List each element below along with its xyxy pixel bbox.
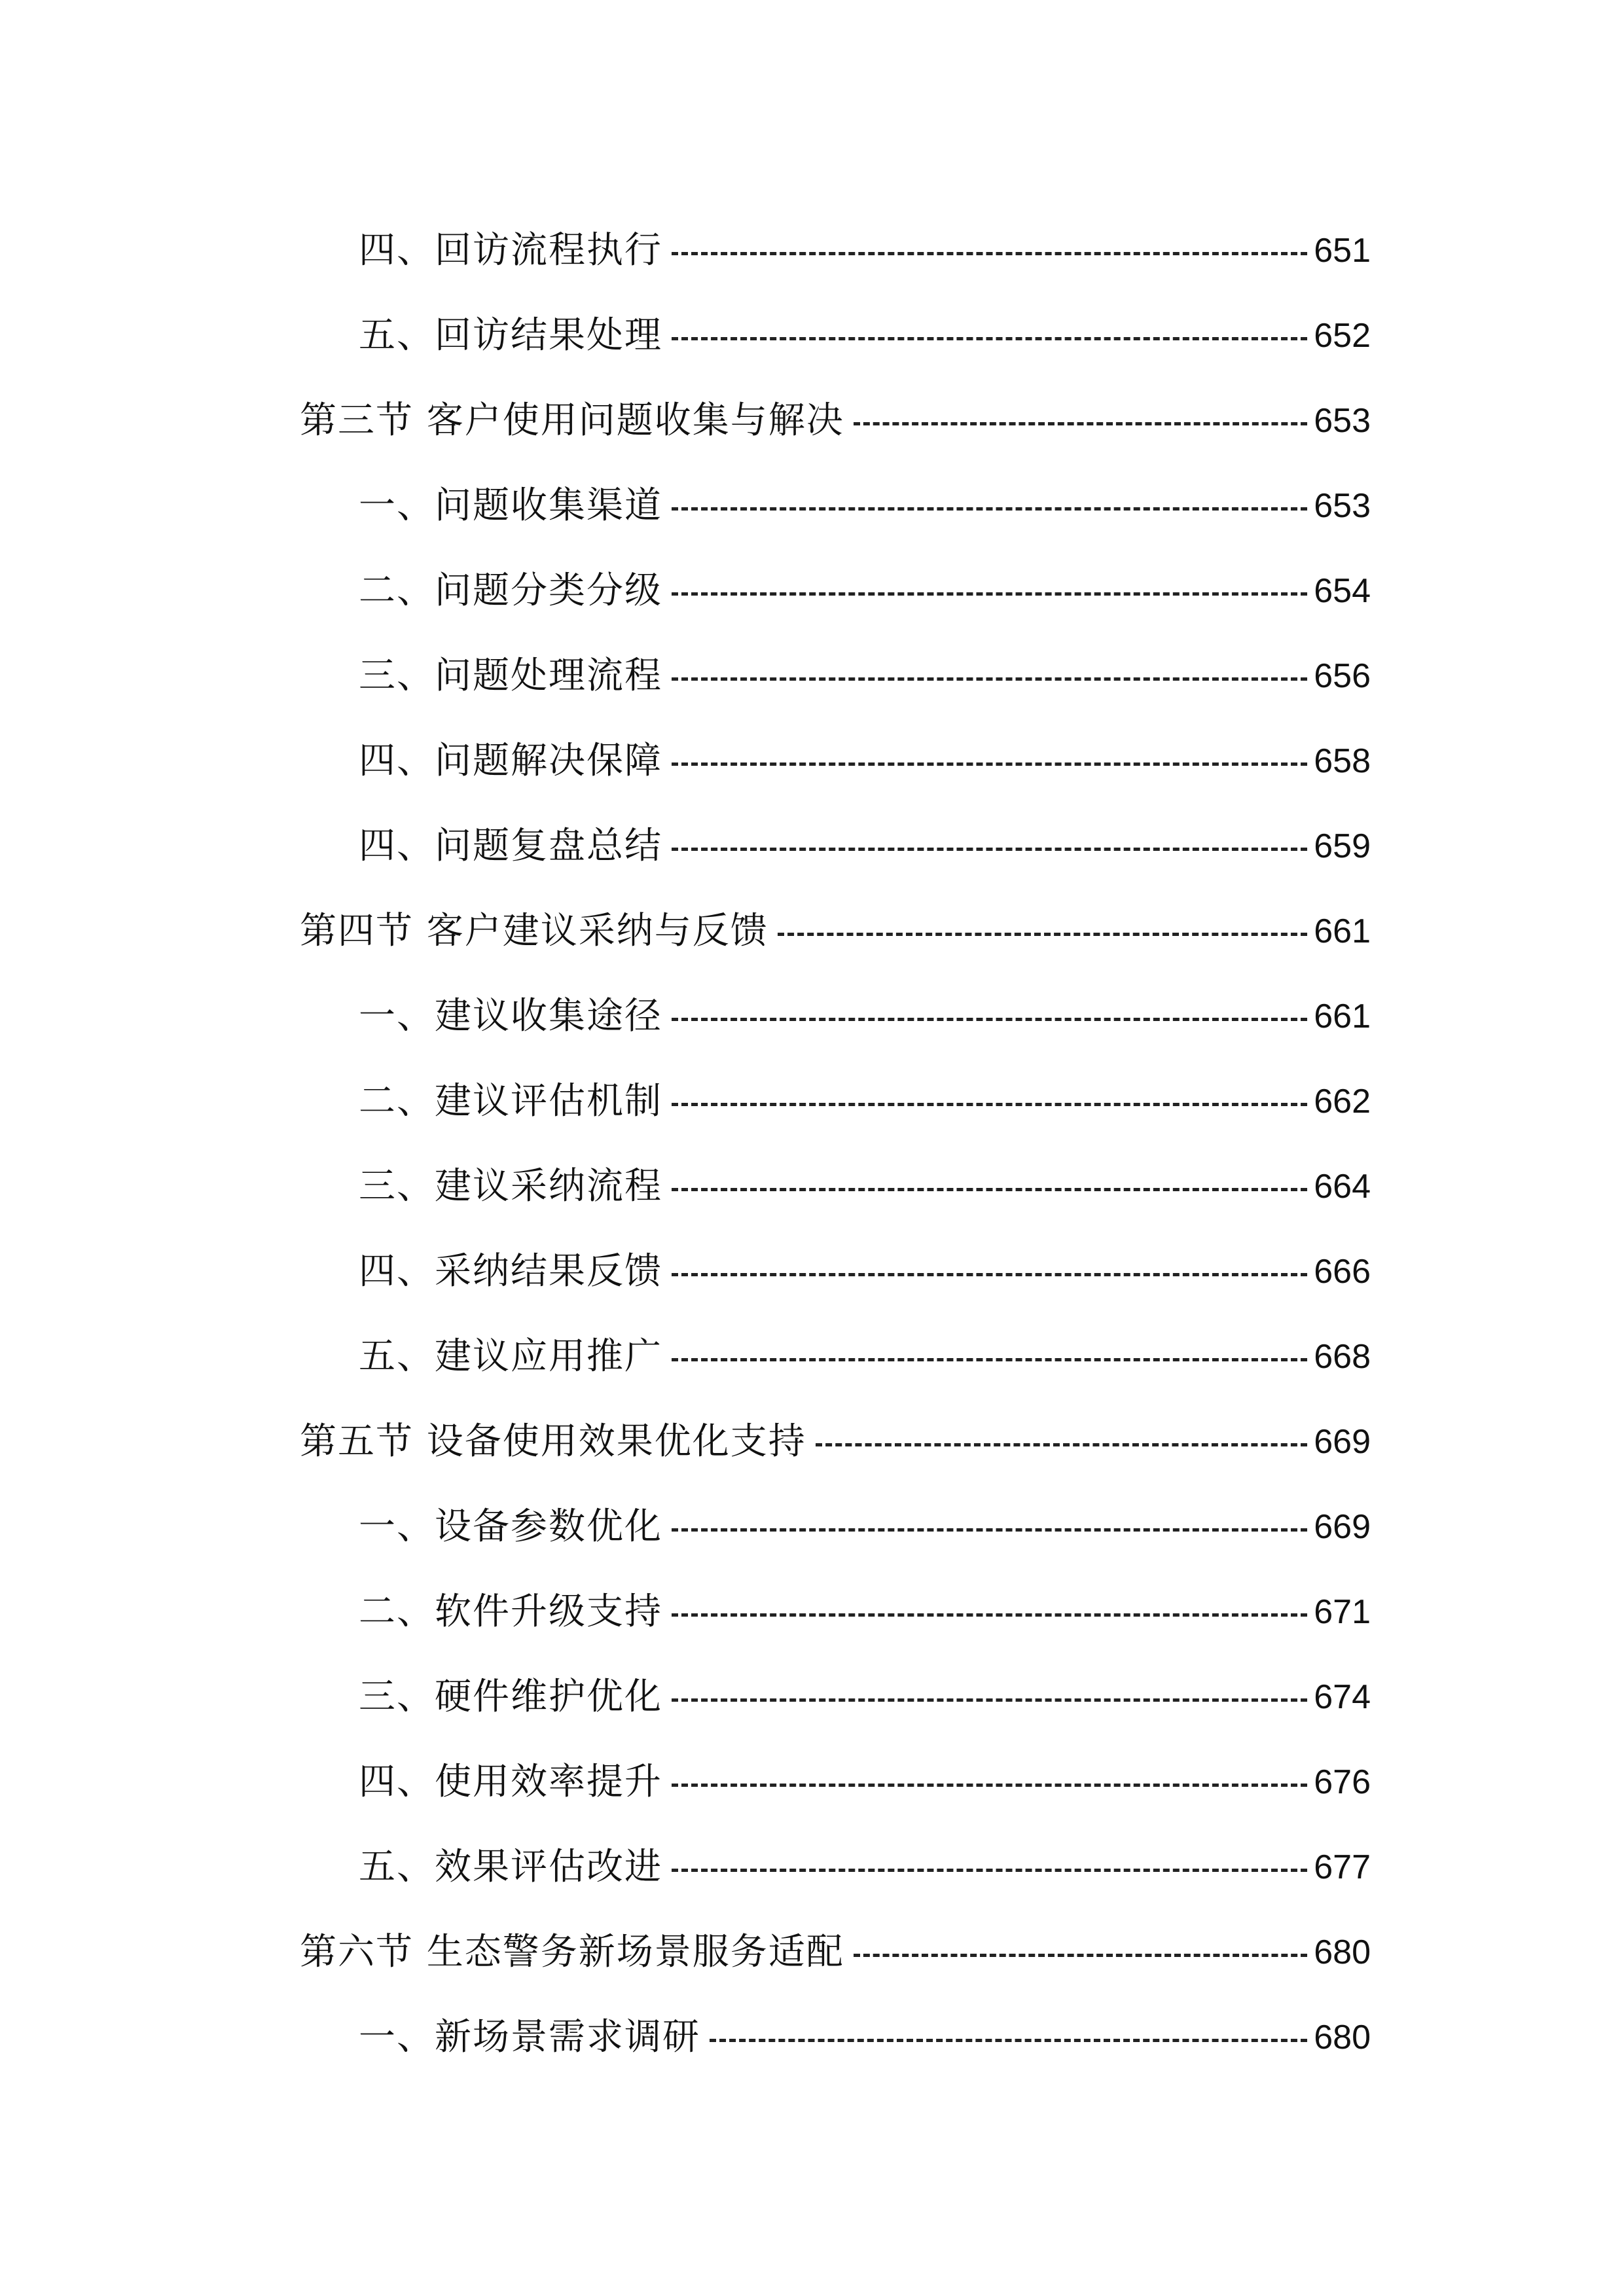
toc-section-entry[interactable] [0,378,1624,463]
toc-entry-title: 一、设备参数优化 [359,1505,662,1548]
dot-leader [672,252,1307,255]
dot-leader [854,1954,1307,1957]
toc-entry[interactable] [0,1314,1624,1399]
toc-entry-page: 669 [1314,1508,1371,1546]
dot-leader [672,1698,1307,1702]
toc-entry-page: 653 [1314,402,1371,440]
toc-entry-title: 二、问题分类分级 [359,569,662,612]
toc-entry-title: 三、硬件维护优化 [359,1676,662,1718]
toc-entry-page: 668 [1314,1338,1371,1376]
toc-entry-title: 第五节 设备使用效果优化支持 [300,1420,806,1463]
toc-entry-page: 676 [1314,1763,1371,1801]
toc-entry[interactable] [0,1570,1624,1655]
toc-entry-title: 五、建议应用推广 [359,1335,662,1378]
dot-leader [672,1188,1307,1191]
toc-entry[interactable] [0,974,1624,1059]
dot-leader [710,2039,1307,2042]
toc-entry-title: 四、使用效率提升 [359,1761,662,1803]
toc-entry[interactable] [0,1995,1624,2080]
dot-leader [672,1528,1307,1532]
toc-entry-title: 三、问题处理流程 [359,655,662,697]
dot-leader [672,507,1307,511]
dot-leader [672,677,1307,681]
toc-entry[interactable] [0,463,1624,548]
toc-entry-page: 664 [1314,1168,1371,1206]
toc-entry-page: 659 [1314,827,1371,865]
dot-leader [672,592,1307,596]
toc-entry[interactable] [0,1059,1624,1144]
toc-entry-title: 四、问题复盘总结 [359,825,662,867]
dot-leader [672,1784,1307,1787]
toc-entry-title: 四、采纳结果反馈 [359,1250,662,1293]
toc-entry[interactable] [0,719,1624,804]
dot-leader [672,1103,1307,1106]
toc-entry-title: 五、效果评估改进 [359,1846,662,1888]
toc-entry[interactable] [0,1229,1624,1314]
toc-entry-title: 二、建议评估机制 [359,1080,662,1122]
toc-entry-title: 第三节 客户使用问题收集与解决 [300,399,844,442]
toc-entry-page: 653 [1314,487,1371,525]
dot-leader [672,848,1307,851]
toc-entry[interactable] [0,1144,1624,1229]
toc-entry-page: 662 [1314,1083,1371,1121]
toc-entry-page: 680 [1314,2018,1371,2056]
toc-entry-page: 671 [1314,1593,1371,1631]
toc-entry[interactable] [0,634,1624,719]
toc-entry-page: 661 [1314,912,1371,950]
dot-leader [672,337,1307,340]
toc-entry-title: 一、问题收集渠道 [359,484,662,527]
toc-entry[interactable] [0,804,1624,889]
toc-entry[interactable] [0,1484,1624,1570]
dot-leader [816,1443,1307,1446]
toc-entry-page: 680 [1314,1933,1371,1971]
toc-section-entry[interactable] [0,1910,1624,1995]
toc-entry-page: 677 [1314,1848,1371,1886]
toc-entry-title: 四、回访流程执行 [359,229,662,272]
toc-entry-page: 656 [1314,657,1371,695]
toc-entry-page: 674 [1314,1678,1371,1716]
toc-entry-page: 661 [1314,997,1371,1035]
dot-leader [672,1018,1307,1021]
toc-section-entry[interactable] [0,1399,1624,1484]
toc-entry[interactable] [0,1825,1624,1910]
dot-leader [854,422,1307,425]
toc-entry-page: 669 [1314,1423,1371,1461]
toc-entry-page: 658 [1314,742,1371,780]
toc-entry[interactable] [0,208,1624,293]
table-of-contents [0,208,1624,2080]
toc-entry[interactable] [0,1655,1624,1740]
toc-entry-page: 651 [1314,232,1371,270]
toc-entry-title: 第六节 生态警务新场景服务适配 [300,1931,844,1973]
dot-leader [672,1613,1307,1617]
toc-entry-page: 654 [1314,572,1371,610]
toc-entry-page: 652 [1314,317,1371,355]
toc-entry-title: 一、建议收集途径 [359,995,662,1037]
toc-entry-title: 二、软件升级支持 [359,1590,662,1633]
dot-leader [778,933,1307,936]
dot-leader [672,1358,1307,1361]
toc-entry-page: 666 [1314,1253,1371,1291]
toc-entry-title: 三、建议采纳流程 [359,1165,662,1208]
dot-leader [672,762,1307,766]
toc-entry-title: 五、回访结果处理 [359,314,662,357]
toc-entry-title: 四、问题解决保障 [359,740,662,782]
toc-entry[interactable] [0,1740,1624,1825]
toc-entry[interactable] [0,293,1624,378]
toc-entry-title: 第四节 客户建议采纳与反馈 [300,910,768,952]
dot-leader [672,1273,1307,1276]
toc-entry[interactable] [0,548,1624,634]
toc-entry-title: 一、新场景需求调研 [359,2016,700,2058]
dot-leader [672,1869,1307,1872]
toc-section-entry[interactable] [0,889,1624,974]
